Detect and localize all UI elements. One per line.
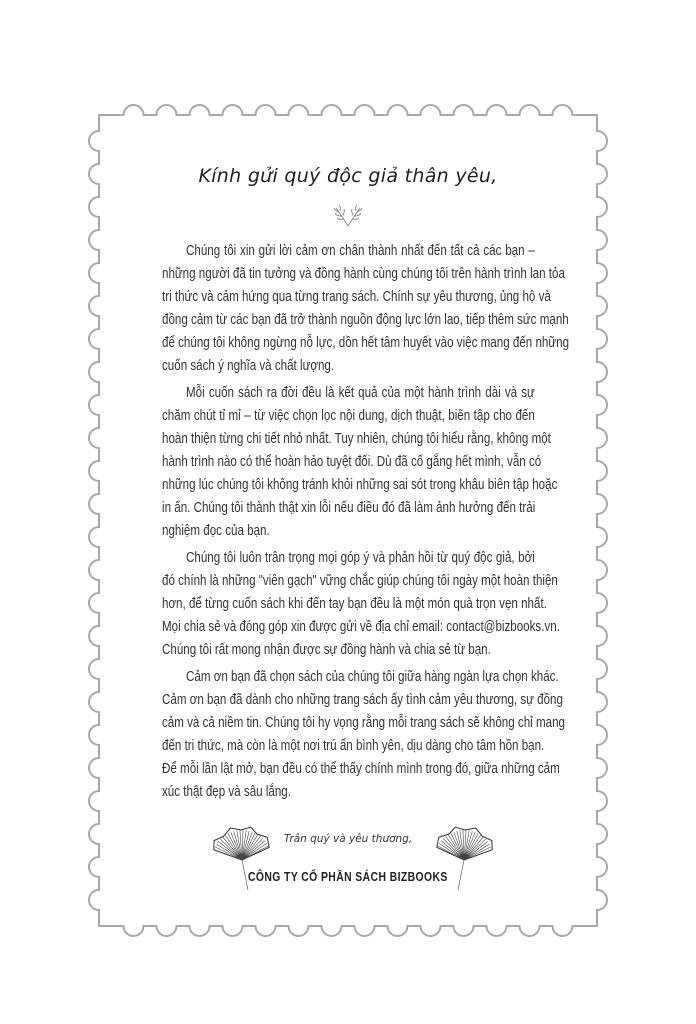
letter-title: Kính gửi quý độc giả thân yêu,: [198, 165, 498, 187]
paragraph: [162, 381, 558, 542]
text-line-content: in ấn. Chúng tôi thành thật xin lỗi nếu điều đó đã làm ảnh hưởng đến trải: [162, 500, 536, 516]
text-line: [162, 592, 547, 615]
text-line-content: chăm chút tỉ mỉ – từ việc chọn lọc nội dung, dịch thuật, biên tập cho đến: [162, 408, 535, 424]
text-line-content: Chúng tôi luôn trân trọng mọi góp ý và phản hồi từ quý độc giả, bởi: [186, 550, 535, 566]
text-line: [162, 519, 535, 542]
text-line-content: hơn, để từng cuốn sách khi đến tay bạn đều là một món quà trọn vẹn nhất.: [162, 596, 547, 612]
text-line-content: hoàn thiện từng chi tiết nhỏ nhất. Tuy nhiên, chúng tôi hiểu rằng, không một: [162, 431, 551, 447]
company-signature: [0, 869, 696, 884]
text-line: [162, 331, 570, 354]
closing-phrase: Trân quý và yêu thương,: [283, 833, 413, 845]
text-line: [162, 354, 535, 377]
letter-body: [162, 239, 570, 807]
leaf-ornament-icon: [333, 204, 363, 228]
text-line-content: Mỗi cuốn sách ra đời đều là kết quả của một hành trình dài và sự: [186, 385, 535, 401]
text-line: [162, 546, 535, 569]
text-line-content: cuốn sách ý nghĩa và chất lượng.: [162, 358, 335, 374]
text-line-content: Để mỗi lần lật mở, bạn đều có thể thấy chính mình trong đó, giữa những cảm: [162, 761, 560, 777]
text-line: [162, 427, 551, 450]
text-line: [162, 262, 565, 285]
text-line: [162, 404, 535, 427]
text-line-content: những người đã tin tưởng và đồng hành cùng chúng tôi trên hành trình lan tỏa: [162, 266, 565, 282]
text-line: [162, 665, 559, 688]
text-line: [162, 780, 535, 803]
text-line: [162, 239, 535, 262]
text-line-content: để chúng tôi không ngừng nỗ lực, dồn hết tâm huyết vào việc mang đến những: [162, 335, 570, 351]
text-line: [162, 308, 569, 331]
text-line-content: Cảm ơn bạn đã dành cho những trang sách ấy tình cảm yêu thương, sự đồng: [162, 692, 563, 708]
text-line-content: Mọi chia sẻ và đóng góp xin được gửi về địa chỉ email: contact@bizbooks.vn.: [162, 619, 560, 635]
text-line-content: Chúng tôi xin gửi lời cảm ơn chân thành nhất đến tất cả các bạn –: [186, 243, 535, 259]
text-line-content: tri thức và cảm hứng qua từng trang sách. Chính sự yêu thương, ủng hộ và: [162, 289, 551, 305]
text-line: [162, 569, 558, 592]
paragraph: [162, 239, 570, 377]
text-line-content: nghiệm đọc của bạn.: [162, 523, 270, 539]
text-line: [162, 381, 535, 404]
text-line: [162, 473, 558, 496]
text-line: [162, 450, 542, 473]
text-line-content: đến tri thức, mà còn là một nơi trú ẩn bình yên, dịu dàng cho tâm hồn bạn.: [162, 738, 545, 754]
text-line-content: Chúng tôi rất mong nhận được sự đồng hành và chia sẻ từ bạn.: [162, 642, 491, 658]
text-line: [162, 496, 535, 519]
text-line-content: Cảm ơn bạn đã chọn sách của chúng tôi giữa hàng ngàn lựa chọn khác.: [186, 669, 559, 685]
paragraph: [162, 665, 565, 803]
text-line-content: đồng cảm từ các bạn đã trở thành nguồn động lực lớn lao, tiếp thêm sức mạnh: [162, 312, 569, 328]
text-line-content: đó chính là những "viên gạch" vững chắc giúp chúng tôi ngày một hoàn thiện: [162, 573, 558, 589]
text-line: [162, 734, 545, 757]
text-line-content: xúc thật đẹp và sâu lắng.: [162, 784, 291, 800]
company-name: CÔNG TY CỔ PHẦN SÁCH BIZBOOKS: [248, 869, 448, 884]
text-line: [162, 711, 565, 734]
text-line-content: những lúc chúng tôi không tránh khỏi những sai sót trong khâu biên tập hoặc: [162, 477, 558, 493]
paragraph: [162, 546, 560, 661]
text-line: [162, 757, 560, 780]
text-line-content: hành trình nào có thể hoàn hảo tuyệt đối. Dù đã cố gắng hết mình, vẫn có: [162, 454, 542, 470]
text-line-content: cảm và cả niềm tin. Chúng tôi hy vọng rằng mỗi trang sách sẽ không chỉ mang: [162, 715, 565, 731]
text-line: [162, 615, 560, 638]
text-line: [162, 285, 551, 308]
text-line: [162, 638, 535, 661]
text-line: [162, 688, 563, 711]
